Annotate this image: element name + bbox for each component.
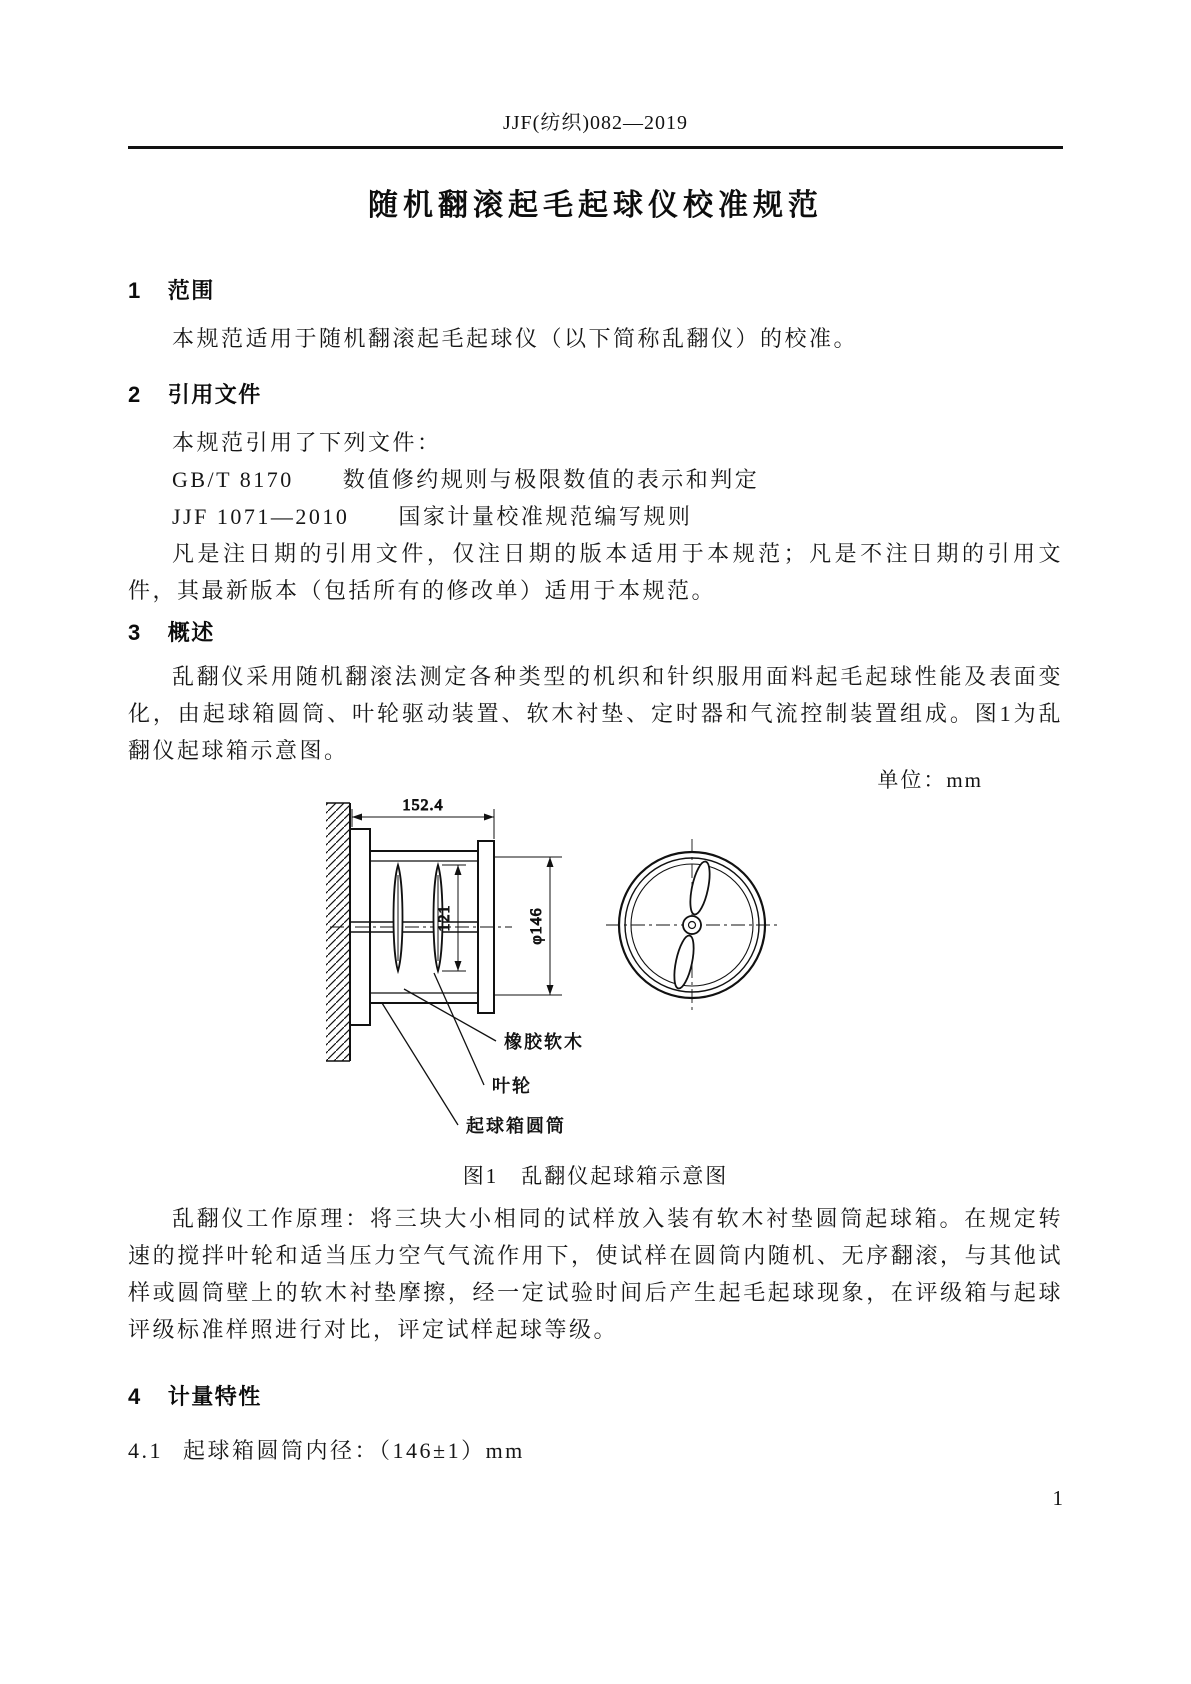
section-number: 4 [128,1384,142,1409]
item-4-1 [128,1432,1063,1469]
figure-pilling-box-diagram [0,795,1191,1150]
label-impeller: 叶轮 [492,1076,532,1096]
dimension-blade-value: 121 [436,904,453,932]
doc-number: JJF(纺织)082—2019 [502,112,688,134]
section-heading-overview [128,616,1063,647]
section-number: 1 [128,278,142,303]
item-number: 4.1 [128,1438,163,1463]
section-number: 3 [128,620,142,645]
dimension-diameter-value: φ146 [528,907,545,945]
section-heading-references [128,378,1063,409]
references-block [128,424,1063,609]
cylinder-front-view [606,839,778,1011]
section-heading-scope [128,274,1063,305]
section-title: 概述 [167,620,215,645]
dimension-length [352,797,494,839]
references-intro: 本规范引用了下列文件： [172,430,442,455]
doc-title: 随机翻滚起毛起球仪校准规范 [368,189,823,222]
label-rubber-cork: 橡胶软木 [504,1032,584,1052]
section-title: 计量特性 [167,1384,262,1409]
page-number: 1 [1052,1486,1063,1510]
overview-paragraph-1: 乱翻仪采用随机翻滚法测定各种类型的机织和针织服用面料起毛起球性能及表面变化，由起球箱圆筒、叶轮驱动装置、软木衬垫、定时器和气流控制装置组成。图1为乱翻仪起球箱示意图。 [128,664,1063,763]
impeller-blade-front-top [687,860,714,916]
wall-hatch [326,803,350,1061]
figure-caption: 图1 乱翻仪起球箱示意图 [462,1164,729,1188]
reference-item: JJF 1071—2010 国家计量校准规范编写规则 [172,504,693,529]
dimension-diameter [494,857,562,995]
references-note: 凡是注日期的引用文件，仅注日期的版本适用于本规范；凡是不注日期的引用文件，其最新版本（包括所有的修改单）适用于本规范。 [128,541,1063,603]
section-title: 范围 [167,278,215,303]
figure-unit-label: 单位：mm [877,768,983,792]
scope-paragraph: 本规范适用于随机翻滚起毛起球仪（以下简称乱翻仪）的校准。 [172,326,859,351]
impeller-blade-front-bottom [671,934,698,990]
cylinder-side-view [330,829,512,1025]
section-title: 引用文件 [167,382,262,407]
item-text: 起球箱圆筒内径：（146±1）mm [183,1438,525,1463]
label-pilling-box-cylinder: 起球箱圆筒 [466,1116,566,1136]
impeller-hub [683,916,701,934]
reference-item: GB/T 8170 数值修约规则与极限数值的表示和判定 [172,467,760,492]
section-number: 2 [128,382,142,407]
section-heading-metrological [128,1380,1063,1411]
dimension-length-value: 152.4 [402,797,444,814]
overview-paragraph-2: 乱翻仪工作原理：将三块大小相同的试样放入装有软木衬垫圆筒起球箱。在规定转速的搅拌叶轮和适当压力空气气流作用下，使试样在圆筒内随机、无序翻滚，与其他试样或圆筒壁上的软木衬垫摩擦，经一定试验时间后产生起毛起球现象，在评级箱与起球评级标准样照进行对比，评定试样起球等级。 [128,1206,1063,1342]
header-rule [128,146,1063,149]
